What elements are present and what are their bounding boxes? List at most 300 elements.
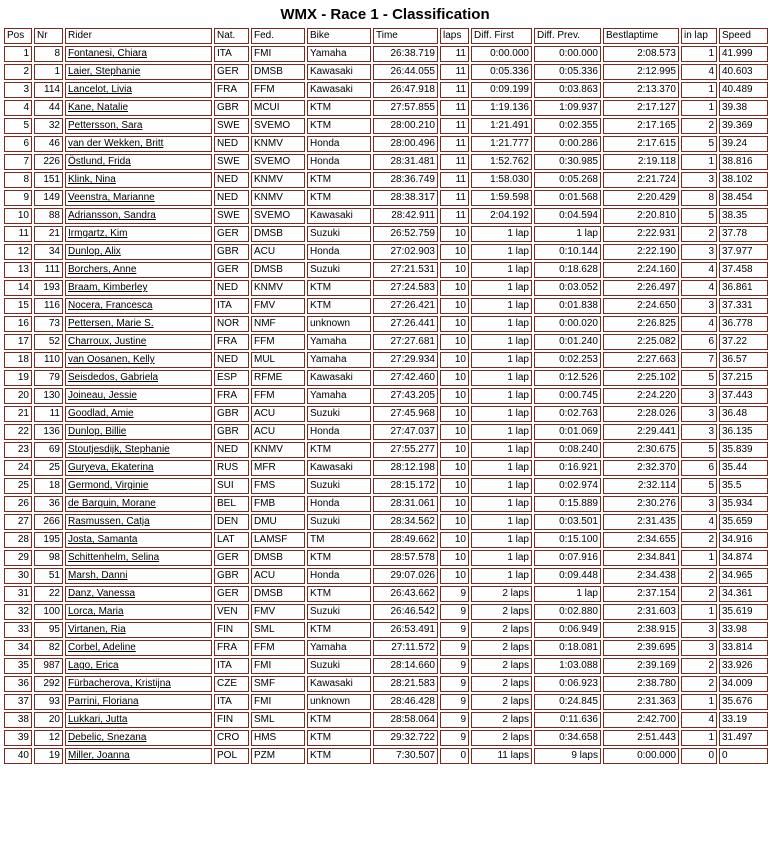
table-row: [4, 316, 768, 332]
cell-time: 29:07.026: [373, 568, 438, 584]
cell-pos: 40: [4, 748, 32, 764]
cell-laps: 9: [440, 604, 469, 620]
header-bike: Bike: [307, 28, 371, 44]
cell-in-lap: 1: [681, 82, 717, 98]
cell-nat: VEN: [214, 604, 249, 620]
cell-pos: 12: [4, 244, 32, 260]
cell-diff-first: 2:04.192: [471, 208, 532, 224]
cell-nat: NED: [214, 352, 249, 368]
cell-bike: KTM: [307, 172, 371, 188]
cell-rider: [65, 694, 212, 710]
cell-nr: 114: [34, 82, 63, 98]
cell-pos: 33: [4, 622, 32, 638]
cell-diff-prev: 1:09.937: [534, 100, 601, 116]
cell-speed: 36.57: [719, 352, 768, 368]
cell-nat: GER: [214, 550, 249, 566]
cell-in-lap: 4: [681, 712, 717, 728]
cell-rider: [65, 262, 212, 278]
rider-link[interactable]: Pettersen, Marie S.: [68, 318, 154, 329]
rider-link[interactable]: Lancelot, Livia: [68, 84, 132, 95]
rider-link[interactable]: Lukkari, Jutta: [68, 714, 128, 725]
table-row: [4, 586, 768, 602]
rider-link[interactable]: de Barquin, Morane: [68, 498, 156, 509]
table-row: [4, 46, 768, 62]
cell-pos: 9: [4, 190, 32, 206]
table-row: [4, 442, 768, 458]
table-row: [4, 172, 768, 188]
cell-bike: KTM: [307, 118, 371, 134]
cell-bestlaptime: 2:17.127: [603, 100, 679, 116]
rider-link[interactable]: van der Wekken, Britt: [68, 138, 164, 149]
cell-nr: 193: [34, 280, 63, 296]
cell-diff-prev: 0:24.845: [534, 694, 601, 710]
cell-nat: BEL: [214, 496, 249, 512]
cell-pos: 23: [4, 442, 32, 458]
cell-rider: [65, 604, 212, 620]
cell-pos: 1: [4, 46, 32, 62]
cell-diff-prev: 0:00.286: [534, 136, 601, 152]
rider-link[interactable]: Borchers, Anne: [68, 264, 137, 275]
table-row: [4, 82, 768, 98]
cell-fed: RFME: [251, 370, 305, 386]
cell-laps: 9: [440, 730, 469, 746]
cell-laps: 10: [440, 424, 469, 440]
rider-link[interactable]: Debelic, Snezana: [68, 732, 147, 743]
cell-time: 28:42.911: [373, 208, 438, 224]
cell-in-lap: 1: [681, 46, 717, 62]
cell-bike: Kawasaki: [307, 676, 371, 692]
cell-laps: 10: [440, 514, 469, 530]
cell-time: 28:21.583: [373, 676, 438, 692]
cell-bestlaptime: 2:22.931: [603, 226, 679, 242]
cell-time: 26:38.719: [373, 46, 438, 62]
cell-nr: 93: [34, 694, 63, 710]
cell-diff-prev: 0:18.081: [534, 640, 601, 656]
cell-nat: CRO: [214, 730, 249, 746]
cell-laps: 11: [440, 46, 469, 62]
cell-time: 26:53.491: [373, 622, 438, 638]
cell-bike: TM: [307, 532, 371, 548]
cell-fed: SML: [251, 712, 305, 728]
cell-bike: Honda: [307, 244, 371, 260]
rider-link[interactable]: Stoutjesdijk, Stephanie: [68, 444, 170, 455]
cell-laps: 10: [440, 406, 469, 422]
cell-diff-prev: 0:30.985: [534, 154, 601, 170]
cell-diff-prev: 0:01.240: [534, 334, 601, 350]
cell-fed: ACU: [251, 424, 305, 440]
cell-speed: 34.916: [719, 532, 768, 548]
cell-diff-first: 2 laps: [471, 586, 532, 602]
cell-rider: [65, 244, 212, 260]
cell-speed: 35.659: [719, 514, 768, 530]
cell-laps: 11: [440, 64, 469, 80]
cell-diff-first: 1 lap: [471, 550, 532, 566]
table-row: [4, 262, 768, 278]
cell-fed: SVEMO: [251, 154, 305, 170]
cell-fed: KNMV: [251, 190, 305, 206]
cell-in-lap: 4: [681, 280, 717, 296]
cell-time: 27:26.441: [373, 316, 438, 332]
cell-bike: KTM: [307, 712, 371, 728]
cell-diff-prev: 0:10.144: [534, 244, 601, 260]
table-row: [4, 730, 768, 746]
cell-time: 27:47.037: [373, 424, 438, 440]
cell-diff-prev: 0:03.501: [534, 514, 601, 530]
cell-time: 27:45.968: [373, 406, 438, 422]
cell-nr: 111: [34, 262, 63, 278]
rider-link[interactable]: Guryeva, Ekaterina: [68, 462, 154, 473]
cell-fed: FMI: [251, 46, 305, 62]
cell-nat: FIN: [214, 712, 249, 728]
cell-pos: 2: [4, 64, 32, 80]
cell-nr: 95: [34, 622, 63, 638]
rider-link[interactable]: Lago, Erica: [68, 660, 119, 671]
cell-diff-first: 2 laps: [471, 622, 532, 638]
cell-bestlaptime: 2:08.573: [603, 46, 679, 62]
cell-bike: KTM: [307, 442, 371, 458]
cell-in-lap: 2: [681, 676, 717, 692]
rider-link[interactable]: Marsh, Danni: [68, 570, 128, 581]
cell-bike: Kawasaki: [307, 82, 371, 98]
cell-laps: 11: [440, 118, 469, 134]
cell-pos: 10: [4, 208, 32, 224]
page-title: WMX - Race 1 - Classification: [280, 6, 490, 23]
cell-rider: [65, 64, 212, 80]
cell-diff-prev: 0:08.240: [534, 442, 601, 458]
cell-nr: 100: [34, 604, 63, 620]
cell-time: 26:52.759: [373, 226, 438, 242]
cell-laps: 9: [440, 694, 469, 710]
cell-nat: GBR: [214, 100, 249, 116]
rider-link[interactable]: Fürbacherova, Kristijna: [68, 678, 171, 689]
table-row: [4, 100, 768, 116]
cell-bestlaptime: 2:26.497: [603, 280, 679, 296]
cell-speed: 35.839: [719, 442, 768, 458]
cell-nr: 292: [34, 676, 63, 692]
rider-link[interactable]: Fontanesi, Chiara: [68, 48, 147, 59]
rider-link[interactable]: Charroux, Justine: [68, 336, 147, 347]
rider-link[interactable]: Lorca, Maria: [68, 606, 124, 617]
cell-nr: 36: [34, 496, 63, 512]
rider-link[interactable]: Dunlop, Billie: [68, 426, 127, 437]
cell-rider: [65, 352, 212, 368]
rider-link[interactable]: Laier, Stephanie: [68, 66, 141, 77]
table-row: [4, 676, 768, 692]
table-body: [4, 46, 768, 764]
table-row: [4, 118, 768, 134]
cell-fed: DMSB: [251, 586, 305, 602]
cell-pos: 27: [4, 514, 32, 530]
cell-rider: [65, 298, 212, 314]
cell-bestlaptime: 2:27.663: [603, 352, 679, 368]
cell-diff-first: 2 laps: [471, 712, 532, 728]
cell-bestlaptime: 2:19.118: [603, 154, 679, 170]
cell-pos: 25: [4, 478, 32, 494]
header-laps: laps: [440, 28, 469, 44]
cell-laps: 9: [440, 640, 469, 656]
cell-rider: [65, 568, 212, 584]
rider-link[interactable]: Miller, Joanna: [68, 750, 130, 761]
cell-nr: 69: [34, 442, 63, 458]
cell-bike: KTM: [307, 622, 371, 638]
rider-link[interactable]: Adriansson, Sandra: [68, 210, 156, 221]
cell-laps: 11: [440, 172, 469, 188]
cell-nat: GBR: [214, 424, 249, 440]
cell-speed: 37.977: [719, 244, 768, 260]
cell-pos: 19: [4, 370, 32, 386]
cell-diff-first: 1 lap: [471, 496, 532, 512]
cell-laps: 9: [440, 622, 469, 638]
table-row: [4, 154, 768, 170]
cell-in-lap: 4: [681, 64, 717, 80]
cell-time: 29:32.722: [373, 730, 438, 746]
cell-in-lap: 5: [681, 478, 717, 494]
cell-nr: 34: [34, 244, 63, 260]
cell-fed: FFM: [251, 334, 305, 350]
cell-nat: FIN: [214, 622, 249, 638]
cell-speed: 37.443: [719, 388, 768, 404]
cell-bestlaptime: 2:29.441: [603, 424, 679, 440]
cell-bestlaptime: 2:25.102: [603, 370, 679, 386]
cell-pos: 13: [4, 262, 32, 278]
cell-in-lap: 1: [681, 604, 717, 620]
cell-in-lap: 3: [681, 496, 717, 512]
cell-bike: Yamaha: [307, 334, 371, 350]
cell-diff-prev: 0:02.974: [534, 478, 601, 494]
cell-nat: ESP: [214, 370, 249, 386]
table-row: [4, 478, 768, 494]
cell-diff-first: 2 laps: [471, 658, 532, 674]
cell-speed: 36.48: [719, 406, 768, 422]
rider-link[interactable]: Pettersson, Sara: [68, 120, 143, 131]
rider-link[interactable]: Virtanen, Ria: [68, 624, 126, 635]
cell-speed: 31.497: [719, 730, 768, 746]
cell-time: 27:42.460: [373, 370, 438, 386]
cell-fed: PZM: [251, 748, 305, 764]
rider-link[interactable]: Veenstra, Marianne: [68, 192, 155, 203]
cell-bike: KTM: [307, 100, 371, 116]
cell-diff-first: 1 lap: [471, 442, 532, 458]
cell-speed: 37.78: [719, 226, 768, 242]
cell-laps: 9: [440, 658, 469, 674]
cell-in-lap: 1: [681, 550, 717, 566]
cell-diff-first: 1:52.762: [471, 154, 532, 170]
cell-rider: [65, 154, 212, 170]
cell-diff-prev: 0:03.052: [534, 280, 601, 296]
cell-bike: Yamaha: [307, 388, 371, 404]
cell-speed: 38.102: [719, 172, 768, 188]
cell-rider: [65, 316, 212, 332]
cell-diff-first: 1:19.136: [471, 100, 532, 116]
cell-time: 26:44.055: [373, 64, 438, 80]
table-row: [4, 460, 768, 476]
cell-diff-prev: 0:05.268: [534, 172, 601, 188]
rider-link[interactable]: Joineau, Jessie: [68, 390, 137, 401]
cell-in-lap: 1: [681, 100, 717, 116]
rider-link[interactable]: Danz, Vanessa: [68, 588, 136, 599]
cell-bestlaptime: 2:32.370: [603, 460, 679, 476]
cell-speed: 35.934: [719, 496, 768, 512]
cell-fed: FFM: [251, 82, 305, 98]
cell-fed: FMI: [251, 658, 305, 674]
cell-diff-first: 1 lap: [471, 406, 532, 422]
cell-pos: 28: [4, 532, 32, 548]
header-row: [4, 28, 768, 44]
cell-in-lap: 1: [681, 694, 717, 710]
cell-nat: ITA: [214, 298, 249, 314]
cell-pos: 15: [4, 298, 32, 314]
cell-laps: 10: [440, 370, 469, 386]
cell-time: 27:29.934: [373, 352, 438, 368]
rider-link[interactable]: Nocera, Francesca: [68, 300, 153, 311]
table-row: [4, 550, 768, 566]
cell-laps: 0: [440, 748, 469, 764]
cell-pos: 22: [4, 424, 32, 440]
cell-rider: [65, 424, 212, 440]
cell-laps: 11: [440, 208, 469, 224]
cell-speed: 0: [719, 748, 768, 764]
table-row: [4, 748, 768, 764]
cell-bestlaptime: 2:34.438: [603, 568, 679, 584]
cell-nr: 136: [34, 424, 63, 440]
cell-rider: [65, 406, 212, 422]
cell-in-lap: 1: [681, 730, 717, 746]
cell-rider: [65, 658, 212, 674]
cell-time: 28:49.662: [373, 532, 438, 548]
cell-nr: 19: [34, 748, 63, 764]
cell-bike: Kawasaki: [307, 370, 371, 386]
cell-pos: 24: [4, 460, 32, 476]
cell-bike: Suzuki: [307, 604, 371, 620]
cell-rider: [65, 640, 212, 656]
cell-in-lap: 3: [681, 640, 717, 656]
header-fed: Fed.: [251, 28, 305, 44]
cell-diff-first: 1 lap: [471, 316, 532, 332]
cell-fed: ACU: [251, 244, 305, 260]
cell-time: 27:27.681: [373, 334, 438, 350]
cell-speed: 35.5: [719, 478, 768, 494]
cell-diff-first: 1:21.491: [471, 118, 532, 134]
cell-speed: 41.999: [719, 46, 768, 62]
cell-nr: 12: [34, 730, 63, 746]
cell-nat: GER: [214, 64, 249, 80]
rider-link[interactable]: Goodlad, Amie: [68, 408, 134, 419]
rider-link[interactable]: Corbel, Adeline: [68, 642, 136, 653]
cell-diff-first: 1 lap: [471, 334, 532, 350]
cell-pos: 31: [4, 586, 32, 602]
rider-link[interactable]: Dunlop, Alix: [68, 246, 121, 257]
cell-time: 27:26.421: [373, 298, 438, 314]
cell-in-lap: 6: [681, 334, 717, 350]
cell-in-lap: 3: [681, 406, 717, 422]
cell-pos: 17: [4, 334, 32, 350]
cell-pos: 38: [4, 712, 32, 728]
cell-time: 28:14.660: [373, 658, 438, 674]
cell-speed: 33.19: [719, 712, 768, 728]
cell-fed: SMF: [251, 676, 305, 692]
cell-nat: FRA: [214, 388, 249, 404]
cell-nr: 79: [34, 370, 63, 386]
cell-bike: Honda: [307, 154, 371, 170]
rider-link[interactable]: Irmgartz, Kim: [68, 228, 128, 239]
cell-in-lap: 3: [681, 172, 717, 188]
cell-rider: [65, 514, 212, 530]
rider-link[interactable]: Braam, Kimberley: [68, 282, 148, 293]
cell-in-lap: 5: [681, 136, 717, 152]
cell-diff-prev: 1:03.088: [534, 658, 601, 674]
cell-speed: 39.369: [719, 118, 768, 134]
rider-link[interactable]: Schittenhelm, Selina: [68, 552, 160, 563]
cell-diff-prev: 0:05.336: [534, 64, 601, 80]
cell-fed: LAMSF: [251, 532, 305, 548]
cell-laps: 11: [440, 190, 469, 206]
cell-rider: [65, 442, 212, 458]
cell-speed: 33.814: [719, 640, 768, 656]
cell-nr: 266: [34, 514, 63, 530]
rider-link[interactable]: Seisdedos, Gabriela: [68, 372, 159, 383]
cell-speed: 34.009: [719, 676, 768, 692]
cell-laps: 10: [440, 442, 469, 458]
table-row: [4, 352, 768, 368]
cell-bestlaptime: 2:21.724: [603, 172, 679, 188]
cell-nat: LAT: [214, 532, 249, 548]
cell-time: 28:00.210: [373, 118, 438, 134]
cell-rider: [65, 46, 212, 62]
cell-laps: 10: [440, 280, 469, 296]
cell-diff-prev: 0:00.000: [534, 46, 601, 62]
cell-rider: [65, 82, 212, 98]
cell-diff-first: 1 lap: [471, 280, 532, 296]
rider-link[interactable]: Klink, Nina: [68, 174, 116, 185]
table-row: [4, 136, 768, 152]
cell-nr: 110: [34, 352, 63, 368]
cell-rider: [65, 334, 212, 350]
rider-link[interactable]: van Oosanen, Kelly: [68, 354, 155, 365]
rider-link[interactable]: Josta, Samanta: [68, 534, 138, 545]
cell-pos: 4: [4, 100, 32, 116]
cell-fed: DMSB: [251, 550, 305, 566]
cell-bike: KTM: [307, 280, 371, 296]
cell-bike: Suzuki: [307, 406, 371, 422]
cell-diff-first: 0:00.000: [471, 46, 532, 62]
cell-nat: ITA: [214, 46, 249, 62]
cell-bike: KTM: [307, 190, 371, 206]
cell-pos: 18: [4, 352, 32, 368]
rider-link[interactable]: Östlund, Frida: [68, 156, 131, 167]
cell-bestlaptime: 0:00.000: [603, 748, 679, 764]
rider-link[interactable]: Kane, Natalie: [68, 102, 129, 113]
table-row: [4, 622, 768, 638]
cell-bike: KTM: [307, 550, 371, 566]
cell-bike: KTM: [307, 730, 371, 746]
cell-time: 28:31.481: [373, 154, 438, 170]
cell-in-lap: 4: [681, 316, 717, 332]
cell-diff-first: 1 lap: [471, 262, 532, 278]
rider-link[interactable]: Rasmussen, Catja: [68, 516, 150, 527]
cell-in-lap: 6: [681, 460, 717, 476]
cell-nat: DEN: [214, 514, 249, 530]
cell-fed: KNMV: [251, 442, 305, 458]
cell-diff-prev: 0:01.069: [534, 424, 601, 440]
cell-speed: 34.361: [719, 586, 768, 602]
cell-diff-first: 1:59.598: [471, 190, 532, 206]
cell-bestlaptime: 2:38.915: [603, 622, 679, 638]
cell-diff-first: 1 lap: [471, 352, 532, 368]
cell-nr: 116: [34, 298, 63, 314]
rider-link[interactable]: Germond, Virginie: [68, 480, 149, 491]
cell-in-lap: 3: [681, 622, 717, 638]
rider-link[interactable]: Parrini, Floriana: [68, 696, 139, 707]
